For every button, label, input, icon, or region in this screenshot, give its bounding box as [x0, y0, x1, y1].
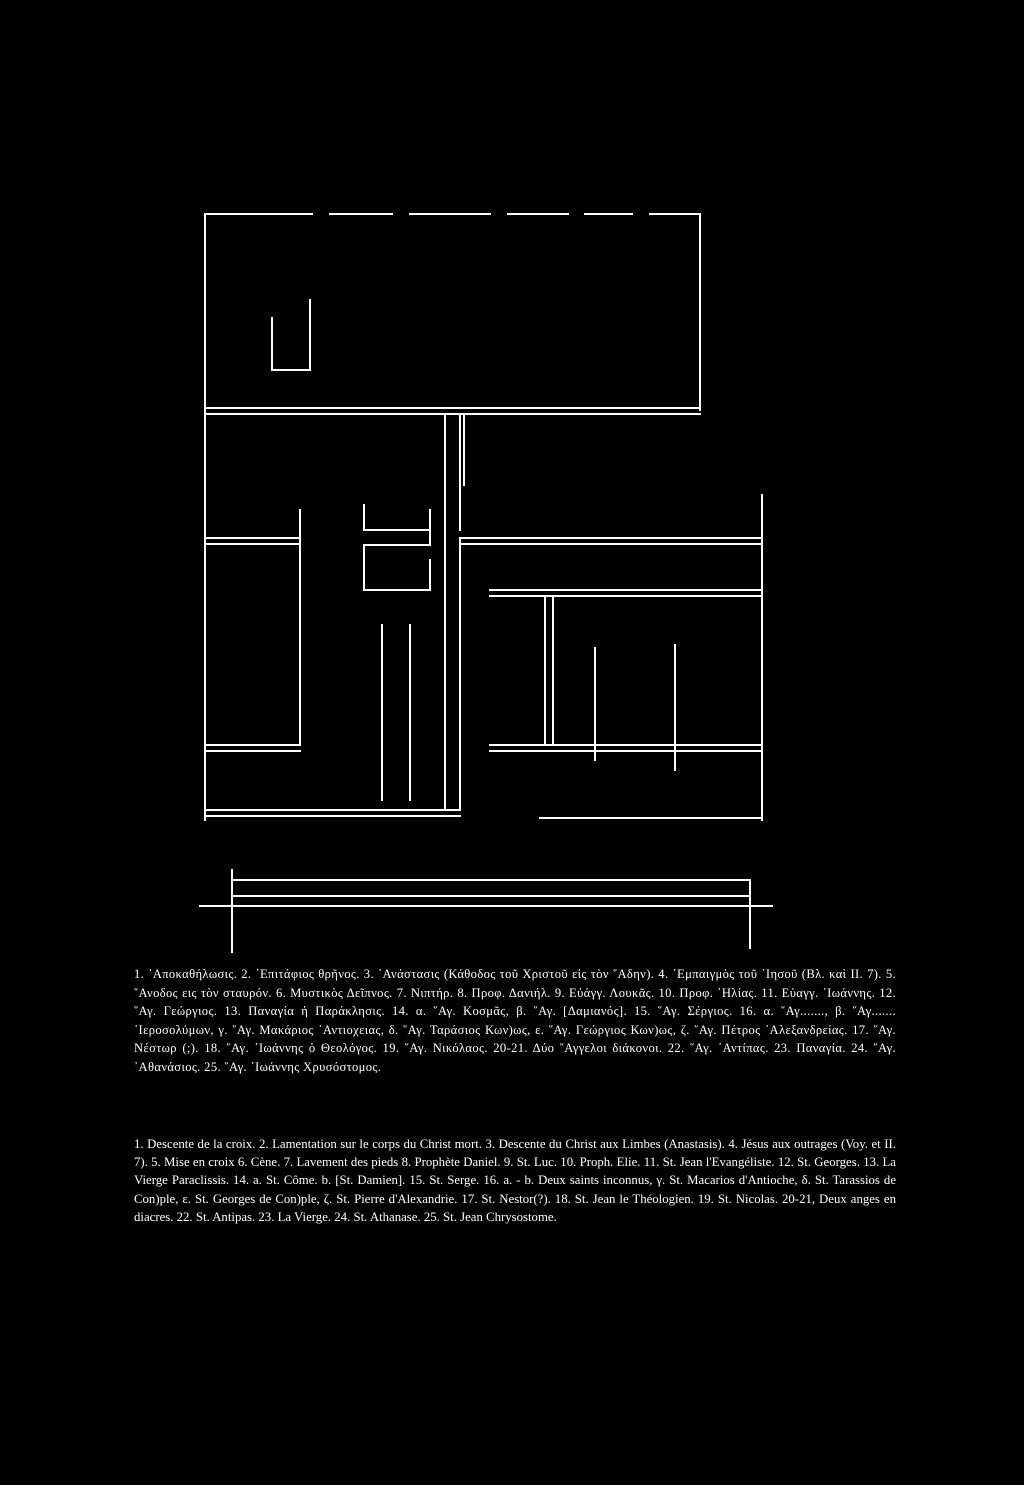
caption-greek: 1. ᾿Αποκαθήλωσις. 2. ᾿Επιτάφιος θρῆνος. 3. ᾿Ανάστασις (Κάθοδος τοῦ Χριστοῦ εἰς τὸν ῞Αδην). 4. ᾿Εμπαιγμὸς τοῦ ᾿Ιησοῦ (Βλ. καὶ ΙΙ. 7). 5. ῞Ανοδος εις τὸν σταυρόν. 6. Μυστικὸς Δεῖπνος. 7. Νιπτήρ. 8. Προφ. Δανιήλ. 9. Εὐάγγ. Λουκᾶς. 10. Προφ. ᾿Ηλίας. 11. Εὐαγγ. ᾿Ιωάννης. 12. ῞Αγ. Γεώργιος. 13. Παναγία ἡ Παράκλησις. 14. α. ῞Αγ. Κοσμᾶς, β. ῞Αγ. [Δαμιανός]. 15. ῞Αγ. Σέργιος. 16. α. ῞Αγ......., β. ῞Αγ....... ᾿Ιεροσολύμων, γ. ῞Αγ. Μακάριος ᾿Αντιοχειας, δ. ῞Αγ. Ταράσιος Κων)ως, ε. ῞Αγ. Γεώργιος Κων)ως, ζ. ῞Αγ. Πέτρος ᾿Αλεξανδρείας. 17. ῞Αγ. Νέστωρ (;). 18. ῞Αγ. ᾿Ιωάννης ὁ Θεολόγος. 19. ῞Αγ. Νικόλαος. 20-21. Δύο ῎Αγγελοι διάκονοι. 22. ῞Αγ. ᾿Αντίπας. 23. Παναγία. 24. ῞Αγ. ᾿Αθανάσιος. 25. ῞Αγ. ᾿Ιωάννης Χρυσόστομος.: [134, 967, 896, 1074]
caption-french: 1. Descente de la croix. 2. Lamentation sur le corps du Christ mort. 3. Descente du Christ aux Limbes (Anastasis). 4. Jésus aux outrages (Voy. et II. 7). 5. Mise en croix 6. Cène. 7. Lavement des pieds 8. Prophète Daniel. 9. St. Luc. 10. Proph. Elie. 11. St. Jean l'Evangéliste. 12. St. Georges. 13. La Vierge Paraclissis. 14. a. St. Côme. b. [St. Damien]. 15. St. Serge. 16. a. - b. Deux saints inconnus, γ. St. Macarios d'Antioche, δ. St. Tarassios de Con)ple, ε. St. Georges de Con)ple, ζ. St. Pierre d'Alexandrie. 17. St. Nestor(?). 18. St. Jean le Théologien. 19. St. Nicolas. 20-21, Deux anges en diacres. 22. St. Antipas. 23. La Vierge. 24. St. Athanase. 25. St. Jean Chrysostome.: [134, 1137, 896, 1224]
left-column: [300, 505, 430, 800]
register-band-middle: [205, 538, 762, 596]
outer-walls: [205, 214, 700, 820]
central-pillar: [445, 414, 464, 810]
bottom-beam: [200, 870, 772, 952]
register-band-lower: [205, 745, 762, 818]
niche-window: [272, 300, 310, 370]
register-band-upper: [205, 408, 700, 414]
